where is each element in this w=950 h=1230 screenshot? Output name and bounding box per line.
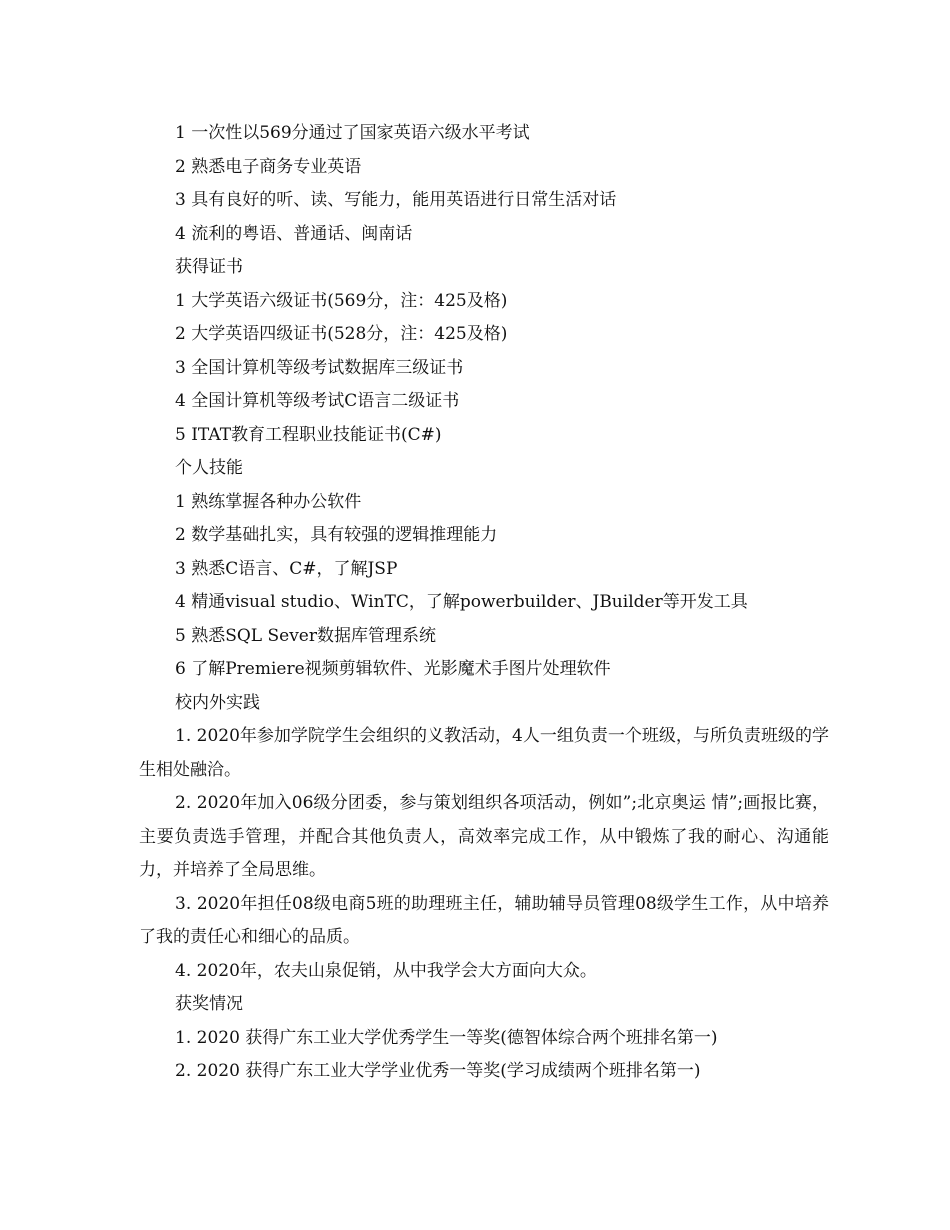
certificate-item: 4 全国计算机等级考试C语言二级证书	[175, 391, 460, 411]
awards-heading: 获奖情况	[175, 994, 243, 1014]
skill-item: 6 了解Premiere视频剪辑软件、光影魔术手图片处理软件	[175, 659, 611, 679]
certificate-item: 5 ITAT教育工程职业技能证书(C#)	[175, 424, 442, 445]
language-item: 3 具有良好的听、读、写能力，能用英语进行日常生活对话	[175, 190, 617, 210]
certificates-heading: 获得证书	[175, 257, 243, 277]
skill-item: 5 熟悉SQL Sever数据库管理系统	[175, 625, 436, 646]
practice-paragraph: 3. 2020年担任08级电商5班的助理班主任，辅助辅导员管理08级学生工作，从中培养了我的责任心和细心的品质。	[139, 893, 829, 947]
skills-heading: 个人技能	[175, 458, 243, 478]
practice-paragraph: 4. 2020年，农夫山泉促销，从中我学会大方面向大众。	[175, 960, 597, 981]
resume-content	[139, 117, 829, 1089]
language-item: 4 流利的粤语、普通话、闽南话	[175, 223, 413, 244]
practice-paragraph: 2. 2020年加入06级分团委，参与策划组织各项活动，例如”;北京奥运 情”;画报比赛，主要负责选手管理，并配合其他负责人，高效率完成工作，从中锻炼了我的耐心、沟通能力，并培养了全局思维。	[139, 793, 829, 880]
skill-item: 4 精通visual studio、WinTC，了解powerbuilder、JBuilder等开发工具	[175, 592, 748, 612]
practice-paragraph: 1. 2020年参加学院学生会组织的义教活动，4人一组负责一个班级，与所负责班级的学生相处融洽。	[139, 726, 829, 780]
certificate-item: 3 全国计算机等级考试数据库三级证书	[175, 357, 464, 378]
language-item: 2 熟悉电子商务专业英语	[175, 156, 362, 177]
practice-heading: 校内外实践	[175, 692, 260, 713]
language-item: 1 一次性以569分通过了国家英语六级水平考试	[175, 123, 530, 143]
certificate-item: 1 大学英语六级证书(569分，注：425及格)	[175, 290, 508, 311]
award-item: 2. 2020 获得广东工业大学学业优秀一等奖(学习成绩两个班排名第一)	[175, 1061, 701, 1081]
skill-item: 2 数学基础扎实，具有较强的逻辑推理能力	[175, 525, 498, 545]
skill-item: 3 熟悉C语言、C#，了解JSP	[175, 558, 398, 579]
award-item: 1. 2020 获得广东工业大学优秀学生一等奖(德智体综合两个班排名第一)	[175, 1027, 718, 1048]
certificate-item: 2 大学英语四级证书(528分，注：425及格)	[175, 324, 508, 344]
skill-item: 1 熟练掌握各种办公软件	[175, 491, 362, 512]
